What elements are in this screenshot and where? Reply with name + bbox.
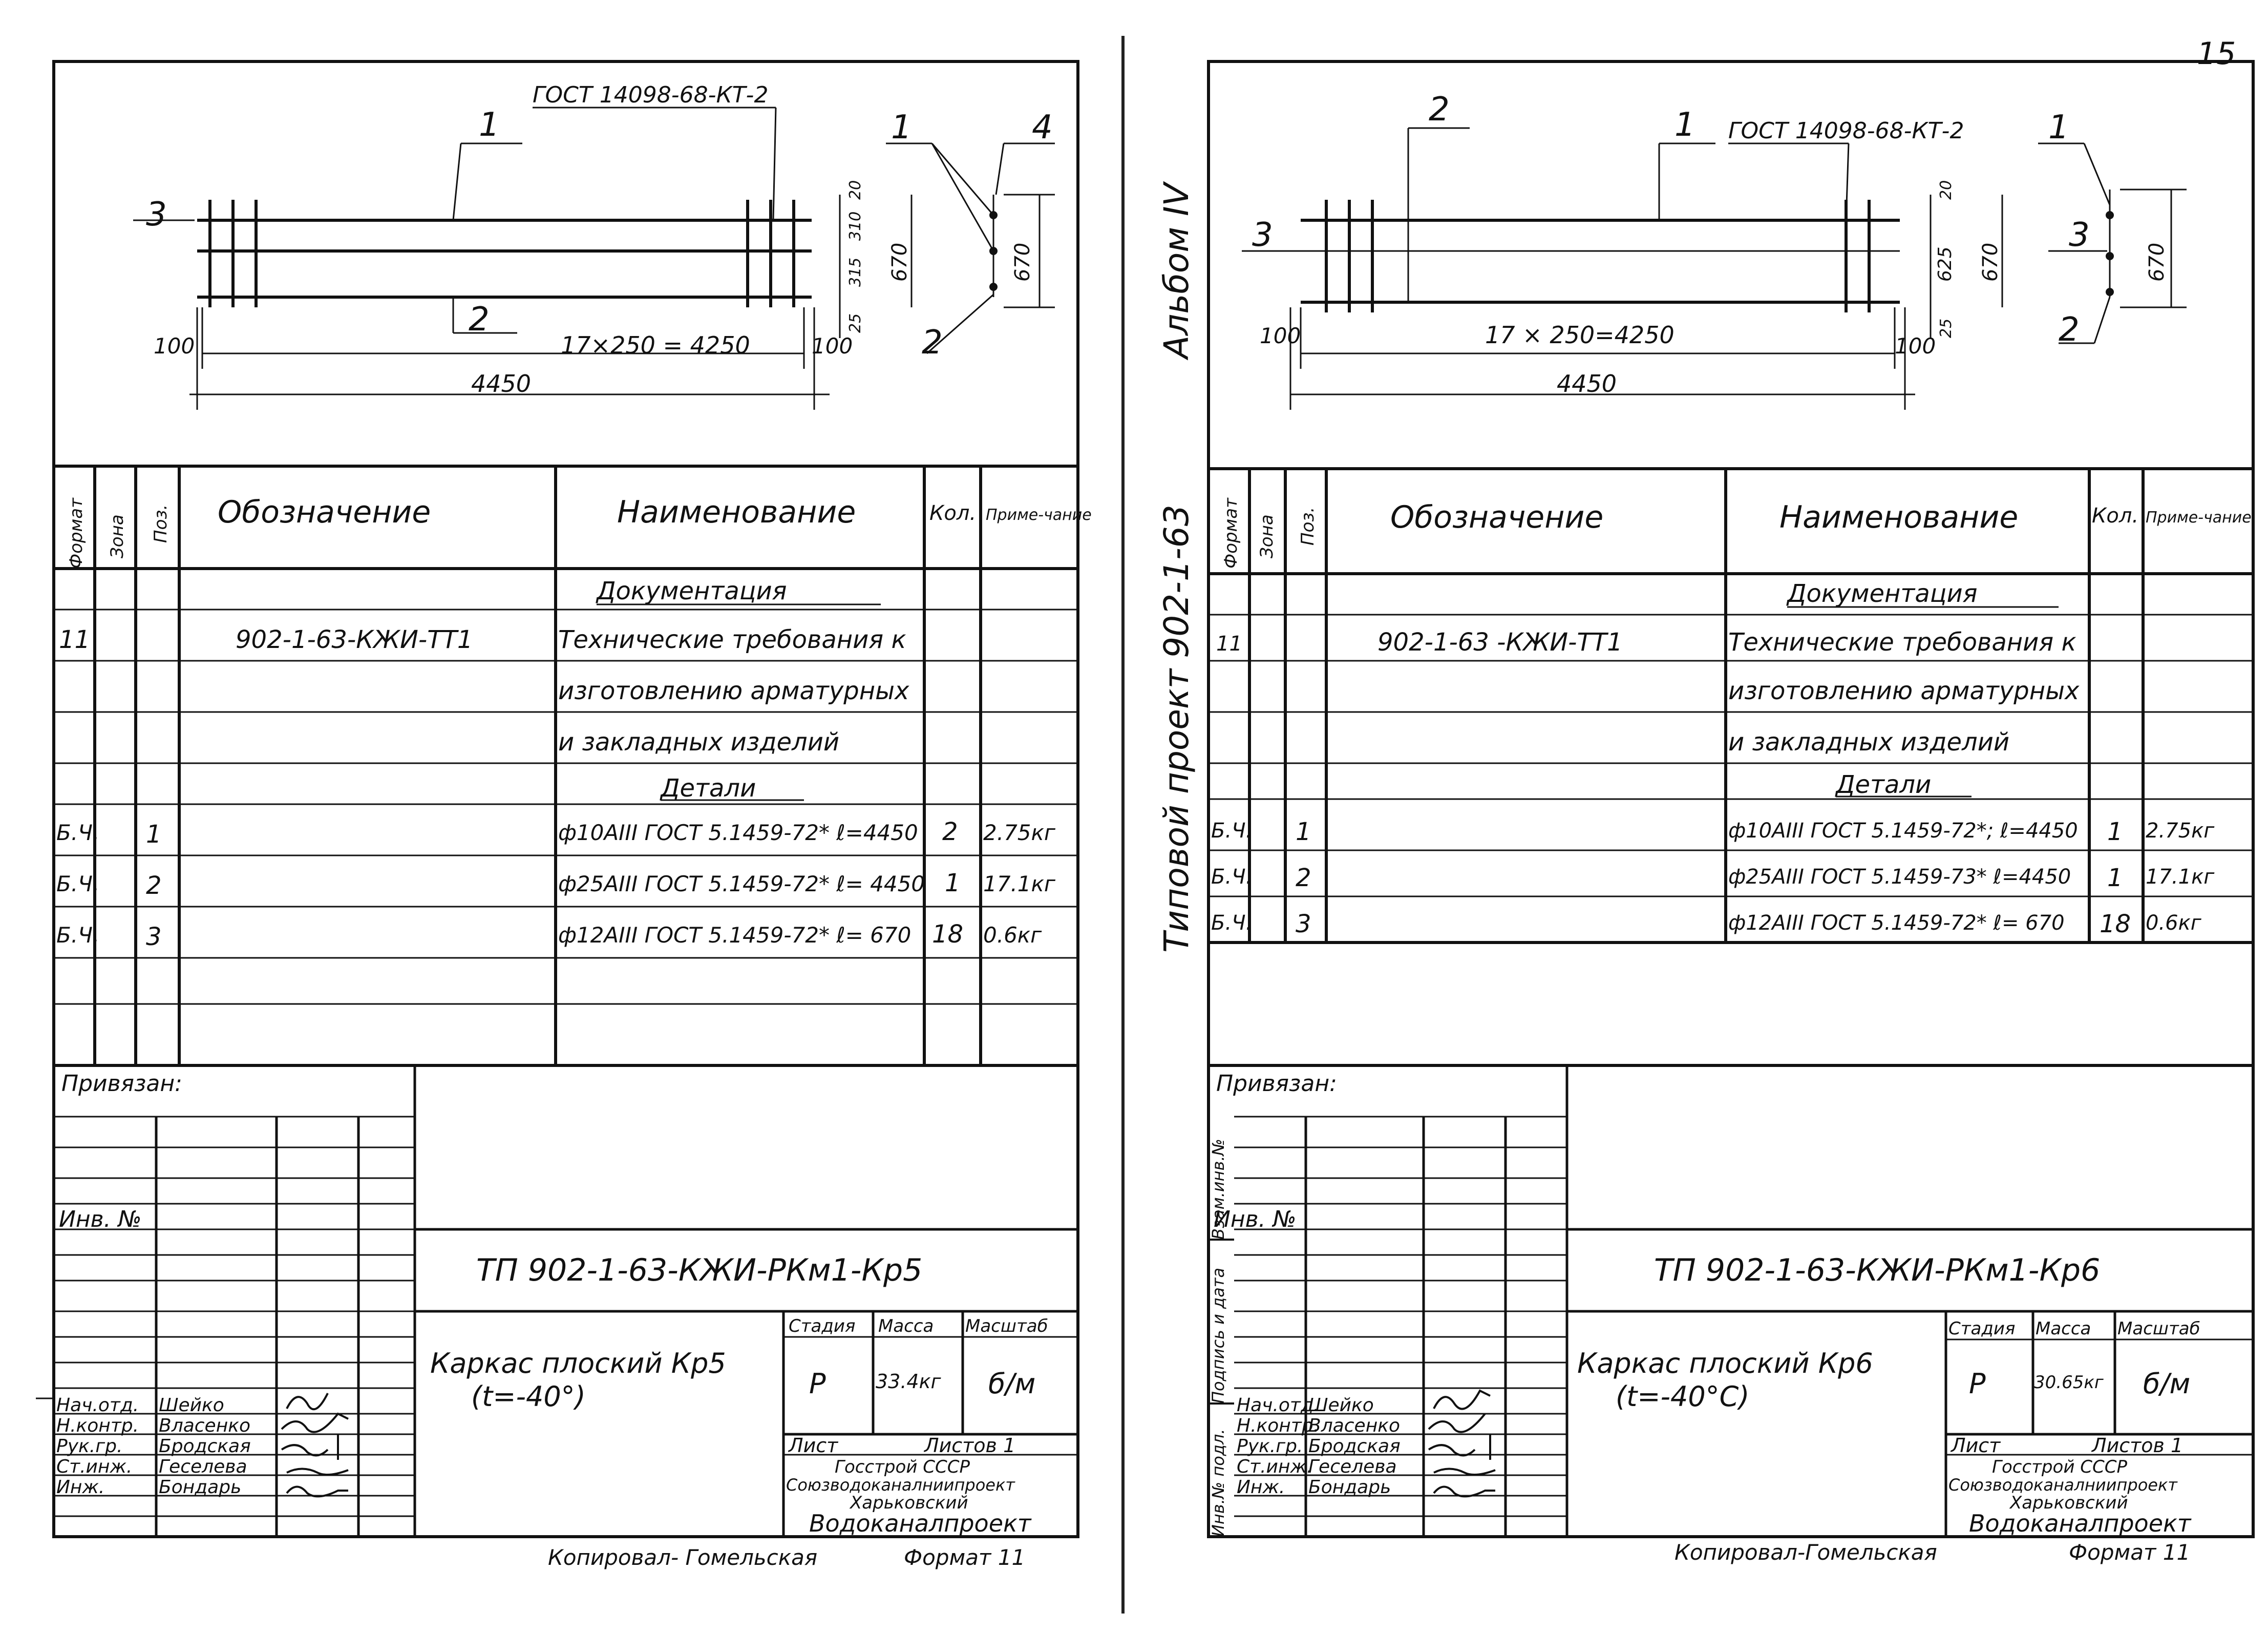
row-section-docs: Документация [1787,579,1978,608]
org-line1: Госстрой СССР [1992,1457,2127,1477]
role-4: Ст.инж. [56,1456,133,1477]
role-3: Рук.гр. [1237,1436,1303,1457]
org-line3: Харьковский [2010,1493,2128,1513]
row-section-details: Детали [661,774,756,803]
podpis-label: Подпись и дата [1209,1267,1228,1403]
row-section-details: Детали [1836,770,1932,799]
drawing-code: ТП 902-1-63-КЖИ-РКм1-Кр6 [1654,1252,2101,1288]
header-name: Наименование [1779,499,2019,535]
header-name: Наименование [617,494,856,530]
sheets-count: Листов 1 [2092,1434,2184,1457]
drawing-title: Каркас плоский Кр5 [430,1347,726,1379]
gost-label: ГОСТ 14098-68-КТ-2 [1728,118,1964,144]
person-5: Бондарь [159,1477,242,1498]
header-qty: Кол. [2092,504,2139,528]
cage-elevation [1301,200,1900,312]
row-section-docs: Документация [597,577,787,605]
gost-label: ГОСТ 14098-68-КТ-2 [533,82,769,108]
dim-625: 625 [1935,246,1956,282]
org-line4: Водоканалпроект [1969,1510,2191,1537]
header-designation: Обозначение [1390,499,1604,535]
person-1: Шейко [1308,1395,1374,1416]
row6-note: 2.75кг [983,820,1055,845]
stage-label: Стадия [789,1316,856,1336]
row8-name: ф12АIII ГОСТ 5.1459-72* ℓ= 670 [558,923,912,948]
cage-elevation [197,200,812,307]
callout-3: 3 [146,196,167,234]
row6-format: Б.Ч. [1211,819,1253,843]
album-label: Альбом IV [1157,183,1196,359]
callout-2: 2 [1429,91,1450,129]
person-2: Власенко [1308,1415,1401,1436]
row6-format: Б.Ч. [56,820,100,845]
row7-note: 17.1кг [2146,865,2215,889]
person-1: Шейко [159,1395,224,1416]
header-format: Формат [1221,498,1241,569]
pitch-dimension: 17×250 = 4250 [561,331,750,359]
sheet-left-graphics [0,0,1116,1634]
row8-format: Б.Ч. [1211,911,1253,935]
inv-label: Инв. № [1214,1206,1297,1232]
role-2: Н.контр. [56,1415,139,1436]
row6-name: ф10АIII ГОСТ 5.1459-72* ℓ=4450 [558,820,918,845]
mass-value: 33.4кг [876,1370,941,1393]
dim-315: 315 [846,257,864,287]
person-4: Геселева [159,1456,247,1477]
invpodl-label: Инв.№ подл. [1209,1429,1228,1537]
scale-label: Масштаб [965,1316,1048,1336]
privyazan-label: Привязан: [1216,1071,1337,1097]
row3-name: изготовлению арматурных [558,677,909,705]
row7-pos: 2 [146,871,162,900]
person-3: Бродская [1308,1436,1401,1457]
row8-name: ф12АIII ГОСТ 5.1459-72* ℓ= 670 [1728,911,2065,935]
drawing-title-temp: (t=-40°) [471,1380,586,1413]
row2-format: 11 [1216,632,1242,656]
header-qty: Кол. [929,501,977,525]
dim-670: 670 [888,242,912,282]
pitch-dimension: 17 × 250=4250 [1485,321,1674,349]
scale-label: Масштаб [2117,1318,2200,1339]
callout-side-2: 2 [2059,311,2080,349]
vzam-label: Взам.инв.№ [1209,1139,1228,1240]
row8-format: Б.Ч. [56,923,100,948]
row4-name: и закладных изделий [1728,728,2010,757]
header-designation: Обозначение [218,494,431,530]
row8-qty: 18 [2100,910,2131,938]
side-bar-dot [2106,252,2114,260]
drawing-sheet-right [1132,0,2268,1634]
callout-3: 3 [1252,216,1273,254]
role-1: Нач.отд. [1237,1395,1320,1416]
drawing-title: Каркас плоский Кр6 [1577,1347,1873,1379]
person-3: Бродская [159,1436,251,1457]
sheet-right-graphics [1132,0,2268,1634]
row6-note: 2.75кг [2146,819,2215,843]
right-offset: 100 [812,333,853,359]
callout-side-2: 2 [922,324,943,362]
callout-4: 4 [1032,109,1053,146]
dim-25: 25 [846,313,864,333]
dim-20: 20 [846,180,864,200]
side-bar-dot [989,211,998,219]
side-bar-dot [989,283,998,291]
project-label: Типовой проект 902-1-63 [1157,505,1196,953]
org-line2: Союзводоканалниипроект [786,1475,1015,1495]
left-offset: 100 [154,333,195,359]
row2-designation: 902-1-63 -КЖИ-ТТ1 [1377,628,1623,657]
role-4: Ст.инж. [1237,1456,1313,1477]
role-5: Инж. [56,1477,105,1498]
header-format: Формат [66,498,87,569]
person-4: Геселева [1308,1456,1397,1477]
dim-310: 310 [846,211,864,241]
row2-name: Технические требования к [1728,628,2076,657]
row8-note: 0.6кг [983,923,1042,948]
org-line3: Харьковский [850,1493,968,1513]
role-3: Рук.гр. [56,1436,123,1457]
dim-670: 670 [1979,242,2002,282]
dim-25: 25 [1937,318,1955,338]
header-zone: Зона [1257,514,1277,558]
sheet-divider [1121,36,1125,1614]
mass-label: Масса [878,1316,934,1336]
row2-format: 11 [59,625,91,654]
privyazan-label: Привязан: [61,1071,182,1097]
stage-label: Стадия [1948,1318,2016,1339]
inv-label: Инв. № [59,1206,142,1232]
side-bar-dot [989,247,998,255]
callout-side-1: 1 [891,109,912,146]
row6-qty: 2 [942,818,958,846]
footer-copy: Копировал-Гомельская [1674,1540,1937,1565]
row7-name: ф25АIII ГОСТ 5.1459-73* ℓ=4450 [1728,865,2071,889]
side-dim-670: 670 [2145,242,2169,282]
stage-value: Р [809,1368,826,1400]
role-5: Инж. [1237,1477,1285,1498]
mass-label: Масса [2036,1318,2091,1339]
callout-1: 1 [1674,106,1695,144]
row7-format: Б.Ч. [1211,865,1253,889]
row6-name: ф10АIII ГОСТ 5.1459-72*; ℓ=4450 [1728,819,2078,843]
left-offset: 100 [1260,323,1301,348]
mass-value: 30.65кг [2034,1372,2104,1393]
row4-name: и закладных изделий [558,728,840,757]
scale-value: б/м [2143,1368,2191,1400]
side-dim-670: 670 [1011,242,1034,282]
org-line2: Союзводоканалниипроект [1948,1475,2177,1495]
callout-side-1: 1 [2048,109,2069,146]
row7-qty: 1 [2107,864,2123,892]
org-line1: Госстрой СССР [835,1457,970,1477]
header-note: Приме-чание [986,506,1092,524]
stage-value: Р [1969,1368,1986,1400]
footer-format: Формат 11 [904,1545,1026,1570]
row8-pos: 3 [1296,910,1311,938]
row8-qty: 18 [932,920,964,949]
drawing-sheet-left [0,0,1116,1634]
row2-name: Технические требования к [558,625,906,654]
signatures [282,1393,348,1496]
row7-format: Б.Ч. [56,871,100,896]
row8-note: 0.6кг [2146,911,2201,935]
role-2: Н.контр. [1237,1415,1320,1436]
footer-copy: Копировал- Гомельская [548,1545,818,1570]
side-bar-dot [2106,211,2114,219]
row7-qty: 1 [945,869,961,897]
signatures [1429,1391,1495,1496]
person-5: Бондарь [1308,1477,1391,1498]
scale-value: б/м [988,1368,1036,1400]
row2-designation: 902-1-63-КЖИ-ТТ1 [236,625,473,654]
row7-note: 17.1кг [983,871,1055,896]
sheet-label: Лист [789,1434,838,1457]
footer-format: Формат 11 [2069,1540,2191,1565]
row8-pos: 3 [146,923,162,951]
header-zone: Зона [107,514,128,558]
row7-pos: 2 [1296,864,1311,892]
sheet-label: Лист [1951,1434,2001,1457]
org-line4: Водоканалпроект [809,1510,1031,1537]
page-number: 15 [2197,36,2236,72]
right-offset: 100 [1895,333,1936,359]
role-1: Нач.отд. [56,1395,139,1416]
sheets-count: Листов 1 [924,1434,1016,1457]
row6-pos: 1 [146,820,162,849]
header-pos: Поз. [1298,507,1318,546]
header-note: Приме-чание [2146,509,2252,527]
row3-name: изготовлению арматурных [1728,677,2080,705]
row6-qty: 1 [2107,818,2123,846]
callout-1: 1 [479,106,500,144]
total-length: 4450 [1557,370,1617,397]
callout-side-3: 3 [2069,216,2090,254]
side-bar-dot [2106,288,2114,296]
drawing-title-temp: (t=-40°С) [1616,1380,1750,1413]
person-2: Власенко [159,1415,251,1436]
row7-name: ф25АIII ГОСТ 5.1459-72* ℓ= 4450 [558,871,925,896]
dim-20: 20 [1937,180,1955,200]
total-length: 4450 [471,370,532,397]
row6-pos: 1 [1296,818,1311,846]
header-pos: Поз. [151,504,171,543]
callout-2: 2 [469,301,490,339]
drawing-code: ТП 902-1-63-КЖИ-РКм1-Кр5 [476,1252,923,1288]
